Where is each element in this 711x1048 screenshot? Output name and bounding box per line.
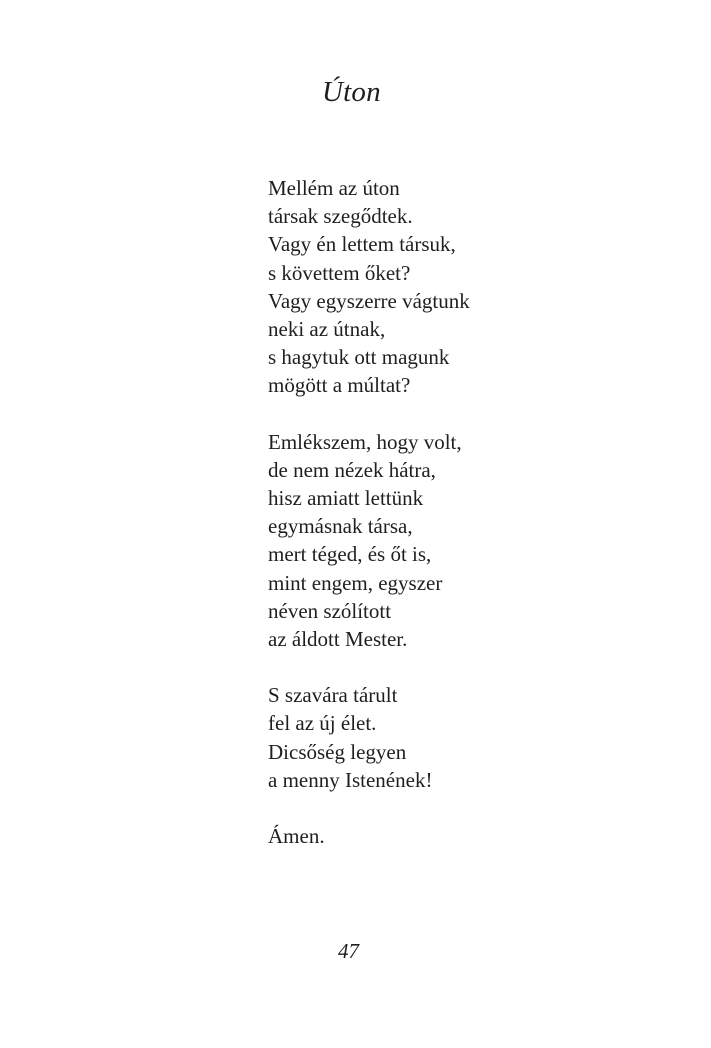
poem-line: néven szólított	[268, 598, 392, 623]
poem-body	[268, 174, 648, 850]
poem-line: Emlékszem, hogy volt,	[268, 429, 462, 454]
poem-line: S szavára tárult	[268, 683, 398, 708]
poem-line: neki az útnak,	[268, 317, 386, 342]
poem-line: Mellém az úton	[268, 176, 400, 200]
poem-line: társak szegődtek.	[268, 204, 413, 229]
poem-line: mint engem, egyszer	[268, 570, 443, 595]
stanza-4	[268, 822, 648, 850]
poem-line: egymásnak társa,	[268, 514, 413, 539]
stanza-3	[268, 681, 648, 794]
poem-line: Vagy egyszerre vágtunk	[268, 288, 470, 313]
poem-line: a menny Istenének!	[268, 767, 433, 792]
stanza-1	[268, 174, 648, 400]
poem-line: az áldott Mester.	[268, 627, 408, 652]
poem-line: mert téged, és őt is,	[268, 542, 432, 567]
poem-line: Ámen.	[268, 824, 325, 849]
poem-line: fel az új élet.	[268, 711, 377, 736]
poem-line: de nem nézek hátra,	[268, 457, 436, 482]
poem-title: Úton	[322, 76, 381, 108]
stanza-2	[268, 428, 648, 654]
page-number: 47	[338, 939, 359, 963]
poem-line: s követtem őket?	[268, 260, 411, 285]
poem-line: mögött a múltat?	[268, 373, 411, 398]
poem-line: hisz amiatt lettünk	[268, 486, 424, 511]
poem-line: s hagytuk ott magunk	[268, 345, 450, 370]
poem-line: Vagy én lettem társuk,	[268, 232, 456, 257]
poem-line: Dicsőség legyen	[268, 739, 407, 764]
